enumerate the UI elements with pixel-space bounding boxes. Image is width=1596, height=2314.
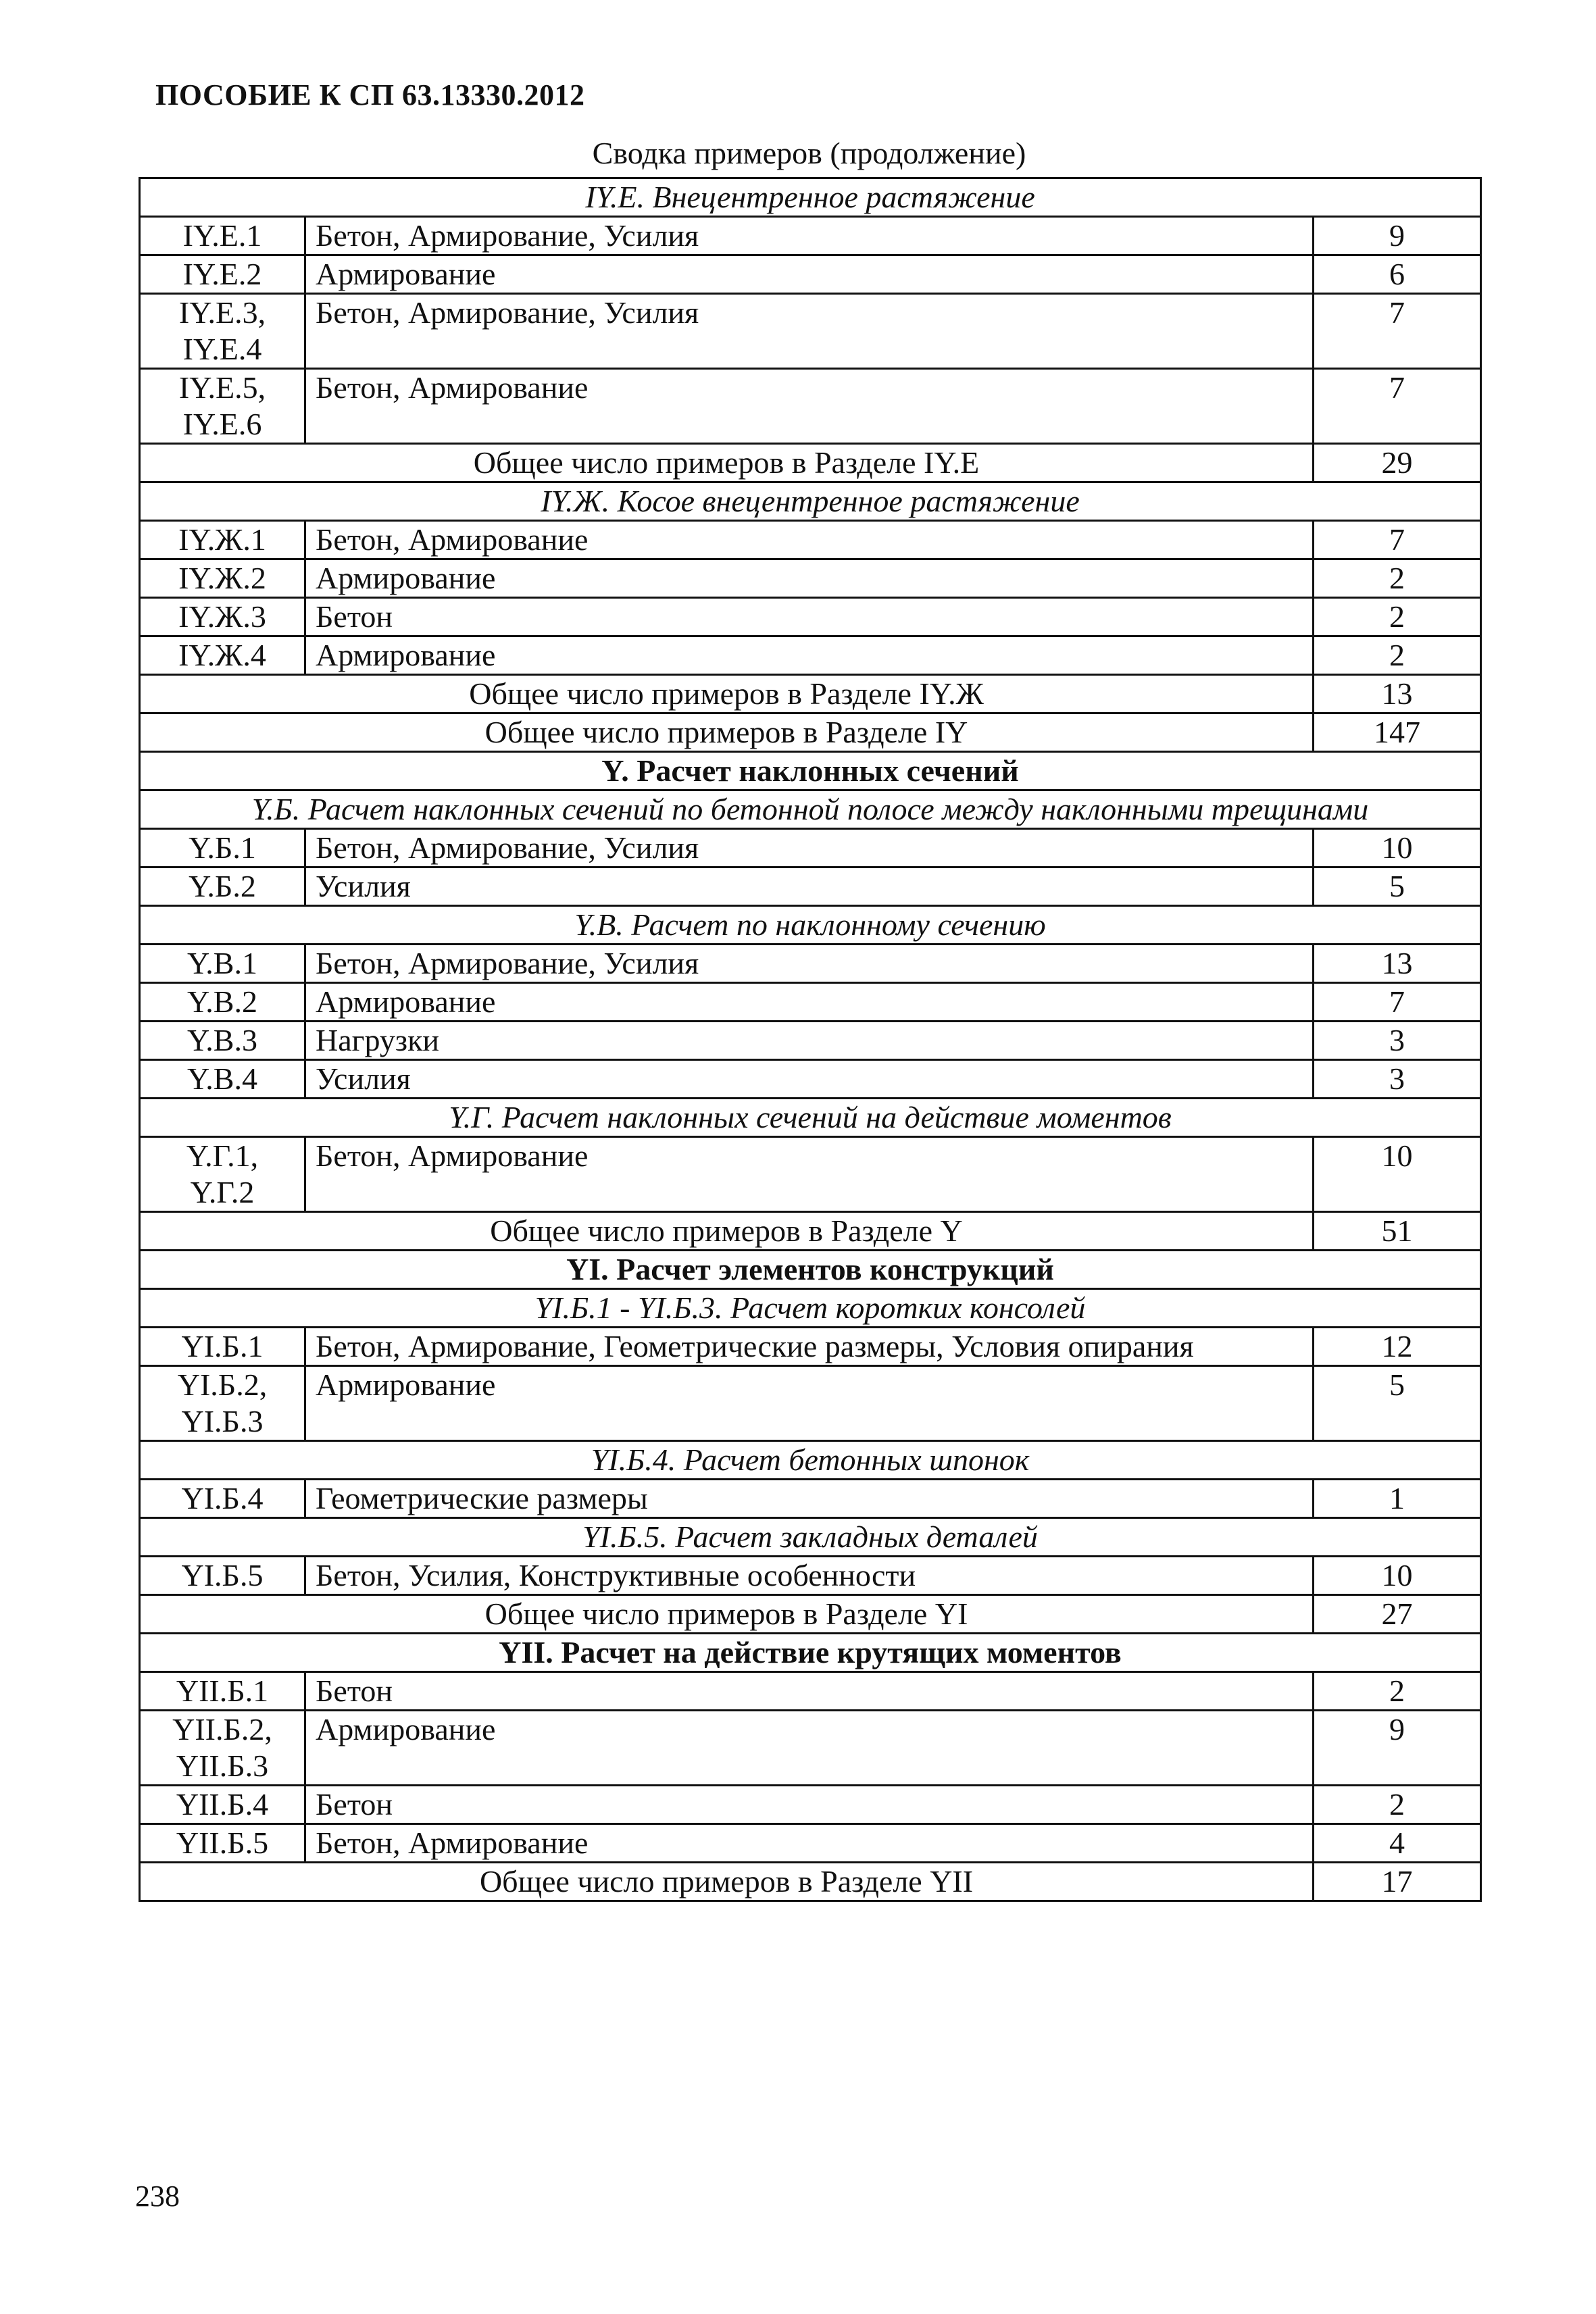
example-count: 10 [1314, 829, 1481, 867]
example-code: YII.Б.1 [140, 1672, 305, 1711]
table-row [140, 1480, 1481, 1518]
table-row [140, 217, 1481, 255]
subsection-title: YI.Б.1 - YI.Б.3. Расчет коротких консолей [140, 1289, 1481, 1328]
example-count: 7 [1314, 369, 1481, 444]
example-code: IY.E.5, IY.E.6 [140, 369, 305, 444]
table-row [140, 1672, 1481, 1711]
section-header-row [140, 752, 1481, 790]
example-count: 3 [1314, 1022, 1481, 1060]
table-row [140, 559, 1481, 598]
total-row [140, 713, 1481, 752]
example-code: YI.Б.1 [140, 1328, 305, 1366]
example-code: Y.B.4 [140, 1060, 305, 1099]
example-code: IY.Ж.3 [140, 598, 305, 636]
table-row [140, 255, 1481, 294]
total-row [140, 1212, 1481, 1251]
example-count: 7 [1314, 983, 1481, 1022]
example-code: Y.Б.1 [140, 829, 305, 867]
example-description: Бетон [305, 1672, 1314, 1711]
example-code: IY.E.1 [140, 217, 305, 255]
example-description: Бетон, Армирование, Геометрические размеры, Условия опирания [305, 1328, 1314, 1366]
table-row [140, 829, 1481, 867]
example-description: Бетон, Армирование, Усилия [305, 217, 1314, 255]
section-header-row [140, 1251, 1481, 1289]
total-row [140, 1863, 1481, 1901]
table-row [140, 1366, 1481, 1441]
example-code: Y.Г.1, Y.Г.2 [140, 1137, 305, 1212]
example-description: Бетон, Усилия, Конструктивные особенности [305, 1557, 1314, 1595]
example-count: 5 [1314, 867, 1481, 906]
example-code: YII.Б.5 [140, 1824, 305, 1863]
subsection-title: YI.Б.5. Расчет закладных деталей [140, 1518, 1481, 1557]
example-description: Усилия [305, 867, 1314, 906]
subsection-header-row [140, 790, 1481, 829]
example-description: Бетон, Армирование [305, 369, 1314, 444]
example-description: Бетон, Армирование, Усилия [305, 829, 1314, 867]
example-code: YII.Б.4 [140, 1786, 305, 1824]
example-code: IY.Ж.4 [140, 636, 305, 675]
examples-summary-table [139, 177, 1482, 1902]
example-count: 2 [1314, 1786, 1481, 1824]
total-count: 29 [1314, 444, 1481, 482]
total-label: Общее число примеров в Разделе IY.E [140, 444, 1314, 482]
example-count: 4 [1314, 1824, 1481, 1863]
total-count: 17 [1314, 1863, 1481, 1901]
example-description: Бетон, Армирование [305, 521, 1314, 559]
subsection-title: IY.E. Внецентренное растяжение [140, 178, 1481, 217]
example-code: IY.Ж.1 [140, 521, 305, 559]
total-row [140, 675, 1481, 713]
example-code: YI.Б.5 [140, 1557, 305, 1595]
section-header-row [140, 1634, 1481, 1672]
example-description: Армирование [305, 1366, 1314, 1441]
example-description: Армирование [305, 255, 1314, 294]
total-count: 13 [1314, 675, 1481, 713]
example-code: Y.B.3 [140, 1022, 305, 1060]
table-row [140, 867, 1481, 906]
example-description: Бетон [305, 1786, 1314, 1824]
example-description: Нагрузки [305, 1022, 1314, 1060]
subsection-header-row [140, 1441, 1481, 1480]
total-label: Общее число примеров в Разделе IY [140, 713, 1314, 752]
example-count: 2 [1314, 1672, 1481, 1711]
page-number: 238 [135, 2180, 180, 2213]
example-description: Армирование [305, 1711, 1314, 1786]
example-code: IY.Ж.2 [140, 559, 305, 598]
example-code: Y.Б.2 [140, 867, 305, 906]
total-label: Общее число примеров в Разделе YII [140, 1863, 1314, 1901]
table-row [140, 1557, 1481, 1595]
example-description: Бетон, Армирование [305, 1137, 1314, 1212]
table-row [140, 369, 1481, 444]
table-row [140, 1328, 1481, 1366]
table-row [140, 945, 1481, 983]
example-count: 7 [1314, 521, 1481, 559]
table-row [140, 1786, 1481, 1824]
page-header: ПОСОБИЕ К СП 63.13330.2012 [155, 78, 585, 111]
table-row [140, 598, 1481, 636]
example-description: Бетон, Армирование, Усилия [305, 294, 1314, 369]
subsection-header-row [140, 1518, 1481, 1557]
subsection-title: Y.Г. Расчет наклонных сечений на действие моментов [140, 1099, 1481, 1137]
example-code: YII.Б.2, YII.Б.3 [140, 1711, 305, 1786]
subsection-title: IY.Ж. Косое внецентренное растяжение [140, 482, 1481, 521]
subsection-header-row [140, 1289, 1481, 1328]
example-code: IY.E.3, IY.E.4 [140, 294, 305, 369]
table-row [140, 1137, 1481, 1212]
example-code: YI.Б.2, YI.Б.3 [140, 1366, 305, 1441]
subsection-header-row [140, 482, 1481, 521]
example-description: Бетон [305, 598, 1314, 636]
example-description: Усилия [305, 1060, 1314, 1099]
table-row [140, 294, 1481, 369]
example-count: 12 [1314, 1328, 1481, 1366]
table-row [140, 983, 1481, 1022]
section-title: YI. Расчет элементов конструкций [140, 1251, 1481, 1289]
example-count: 2 [1314, 598, 1481, 636]
example-description: Геометрические размеры [305, 1480, 1314, 1518]
total-label: Общее число примеров в Разделе IY.Ж [140, 675, 1314, 713]
subsection-title: Y.Б. Расчет наклонных сечений по бетонной полосе между наклонными трещинами [140, 790, 1481, 829]
table-body [140, 178, 1481, 1901]
subsection-header-row [140, 906, 1481, 945]
table-row [140, 636, 1481, 675]
total-row [140, 1595, 1481, 1634]
subsection-header-row [140, 178, 1481, 217]
example-description: Бетон, Армирование [305, 1824, 1314, 1863]
example-count: 6 [1314, 255, 1481, 294]
example-count: 10 [1314, 1137, 1481, 1212]
total-row [140, 444, 1481, 482]
example-count: 2 [1314, 636, 1481, 675]
total-label: Общее число примеров в Разделе YI [140, 1595, 1314, 1634]
table-row [140, 1711, 1481, 1786]
example-description: Армирование [305, 559, 1314, 598]
example-description: Армирование [305, 636, 1314, 675]
example-count: 10 [1314, 1557, 1481, 1595]
table-row [140, 1060, 1481, 1099]
example-count: 2 [1314, 559, 1481, 598]
example-code: IY.E.2 [140, 255, 305, 294]
table-row [140, 1022, 1481, 1060]
example-code: YI.Б.4 [140, 1480, 305, 1518]
total-count: 27 [1314, 1595, 1481, 1634]
subsection-title: YI.Б.4. Расчет бетонных шпонок [140, 1441, 1481, 1480]
subsection-title: Y.B. Расчет по наклонному сечению [140, 906, 1481, 945]
table-caption: Сводка примеров (продолжение) [592, 136, 1026, 170]
example-code: Y.B.2 [140, 983, 305, 1022]
total-label: Общее число примеров в Разделе Y [140, 1212, 1314, 1251]
table-row [140, 1824, 1481, 1863]
section-title: YII. Расчет на действие крутящих моментов [140, 1634, 1481, 1672]
total-count: 51 [1314, 1212, 1481, 1251]
example-count: 5 [1314, 1366, 1481, 1441]
example-count: 9 [1314, 1711, 1481, 1786]
example-count: 9 [1314, 217, 1481, 255]
example-count: 3 [1314, 1060, 1481, 1099]
example-count: 7 [1314, 294, 1481, 369]
total-count: 147 [1314, 713, 1481, 752]
section-title: Y. Расчет наклонных сечений [140, 752, 1481, 790]
table-row [140, 521, 1481, 559]
example-description: Армирование [305, 983, 1314, 1022]
example-count: 13 [1314, 945, 1481, 983]
subsection-header-row [140, 1099, 1481, 1137]
example-code: Y.B.1 [140, 945, 305, 983]
example-description: Бетон, Армирование, Усилия [305, 945, 1314, 983]
example-count: 1 [1314, 1480, 1481, 1518]
